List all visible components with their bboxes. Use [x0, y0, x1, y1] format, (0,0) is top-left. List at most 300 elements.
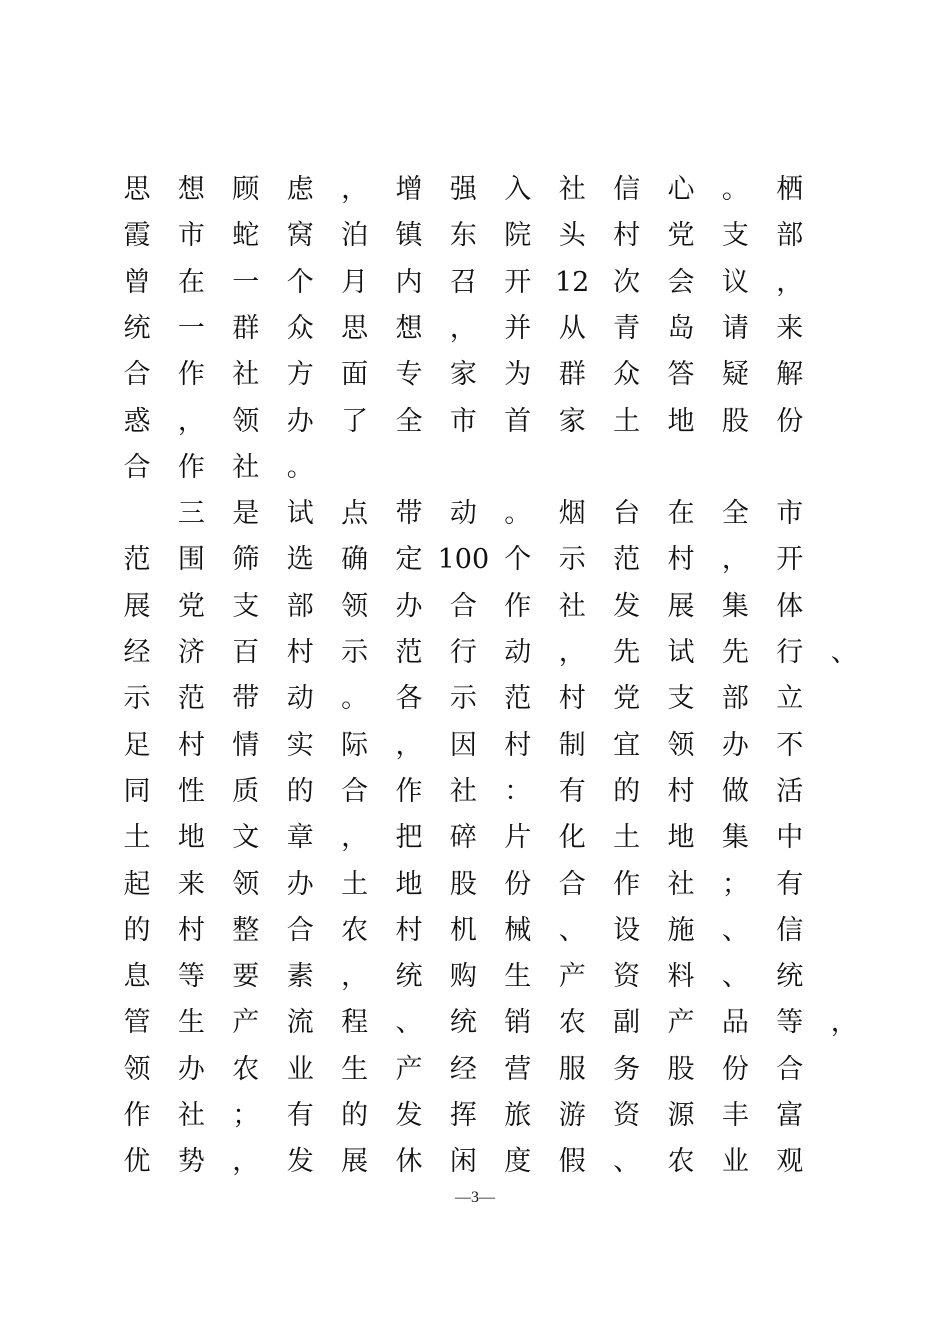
- text-char: 生: [504, 961, 532, 993]
- text-char: 月: [341, 266, 369, 298]
- text-char: ，: [449, 312, 477, 344]
- text-char: 支: [232, 590, 260, 622]
- text-char: 假: [558, 1146, 586, 1178]
- text-char: 家: [449, 359, 477, 391]
- text-char: 文: [232, 822, 260, 854]
- text-char: 领: [341, 590, 369, 622]
- text-line: [0, 448, 950, 488]
- text-char: 作: [395, 775, 423, 807]
- text-char: 来: [177, 868, 205, 900]
- text-char: 办: [395, 590, 423, 622]
- text-char: 产: [558, 961, 586, 993]
- text-char: 度: [504, 1146, 532, 1178]
- text-char: 资: [613, 961, 641, 993]
- text-char: 等: [177, 961, 205, 993]
- text-char: 立: [776, 683, 804, 715]
- text-char: 等: [776, 1007, 804, 1039]
- text-char: ，: [776, 266, 804, 298]
- text-char: 游: [558, 1100, 586, 1131]
- text-line: [0, 911, 950, 951]
- text-char: 源: [667, 1100, 695, 1131]
- text-line: [0, 633, 950, 673]
- text-char: 专: [395, 359, 423, 391]
- text-char: [117, 494, 157, 534]
- text-char: 销: [504, 1007, 532, 1039]
- text-char: 一: [232, 266, 260, 298]
- text-char: 东: [449, 220, 477, 252]
- text-char: 素: [286, 961, 314, 993]
- text-char: 围: [177, 544, 205, 576]
- text-char: 示: [558, 544, 586, 576]
- text-char: 起: [123, 868, 151, 900]
- text-char: 支: [667, 683, 695, 715]
- text-char: ，: [341, 961, 369, 993]
- text-char: 的: [123, 914, 151, 946]
- text-char: 三: [177, 498, 205, 530]
- text-char: 合: [449, 590, 477, 622]
- text-char: 范: [177, 683, 205, 715]
- text-char: 首: [504, 405, 532, 437]
- text-char: 台: [613, 498, 641, 530]
- text-char: 办: [286, 405, 314, 437]
- text-char: 土: [341, 868, 369, 900]
- text-char: 因: [449, 729, 477, 761]
- text-char: 解: [776, 359, 804, 391]
- text-char: 支: [721, 220, 749, 252]
- text-char: 范: [613, 544, 641, 576]
- text-char: 合: [123, 451, 151, 483]
- text-char: 料: [667, 961, 695, 993]
- text-char: 展: [341, 1146, 369, 1178]
- text-char: 化: [558, 822, 586, 854]
- text-char: 有: [558, 775, 586, 807]
- text-char: 领: [123, 1053, 151, 1085]
- text-line: [0, 170, 950, 210]
- text-char: 了: [341, 405, 369, 437]
- text-char: 统: [776, 961, 804, 993]
- text-char: 是: [232, 498, 260, 530]
- text-line: [0, 957, 950, 997]
- text-char: 群: [232, 312, 260, 344]
- text-line: [0, 818, 950, 858]
- text-char: 青: [613, 312, 641, 344]
- text-char: 次: [613, 266, 641, 298]
- text-char: 程: [341, 1007, 369, 1039]
- text-char: 党: [667, 220, 695, 252]
- text-char: 统: [123, 312, 151, 344]
- text-char: 先: [613, 637, 641, 668]
- text-char: ：: [504, 775, 532, 807]
- text-char: 农: [558, 1007, 586, 1039]
- text-char: 会: [667, 266, 695, 298]
- text-char: 头: [558, 220, 586, 252]
- text-char: 党: [613, 683, 641, 715]
- text-char: 村: [395, 914, 423, 946]
- text-char: 村: [667, 544, 695, 576]
- text-char: 经: [123, 637, 151, 668]
- text-char: 产: [667, 1007, 695, 1039]
- text-char: ，: [341, 822, 369, 854]
- text-char: 来: [776, 312, 804, 344]
- text-char: 霞: [123, 220, 151, 252]
- text-char: 丰: [721, 1100, 749, 1131]
- text-char: 份: [504, 868, 532, 900]
- text-char: 的: [286, 775, 314, 807]
- text-char: 定: [395, 544, 423, 576]
- text-char: 村: [558, 683, 586, 715]
- text-char: 各: [395, 683, 423, 715]
- text-char: 在: [667, 498, 695, 530]
- text-char: 社: [232, 451, 260, 483]
- text-char: 、: [558, 914, 586, 946]
- text-char: 虑: [286, 174, 314, 205]
- text-char: 选: [286, 544, 314, 576]
- text-char: 实: [286, 729, 314, 761]
- text-char: 社: [449, 775, 477, 807]
- text-line: [0, 309, 950, 349]
- text-char: 地: [177, 822, 205, 854]
- text-char: 个: [286, 266, 314, 298]
- text-char: 面: [341, 359, 369, 391]
- text-char: 范: [504, 683, 532, 715]
- text-char: 示: [341, 637, 369, 668]
- text-char: 并: [504, 312, 532, 344]
- text-char: 范: [395, 637, 423, 668]
- text-line: [0, 726, 950, 766]
- text-char: 展: [667, 590, 695, 622]
- text-char: 发: [613, 590, 641, 622]
- text-char: 合: [341, 775, 369, 807]
- text-char: 、: [830, 637, 858, 668]
- text-char: 挥: [449, 1100, 477, 1131]
- text-char: 片: [504, 822, 532, 854]
- text-char: 优: [123, 1146, 151, 1178]
- text-char: 想: [395, 312, 423, 344]
- text-char: 家: [558, 405, 586, 437]
- text-char: 作: [504, 590, 532, 622]
- text-char: 群: [558, 359, 586, 391]
- text-char: 股: [449, 868, 477, 900]
- text-line: [0, 263, 950, 303]
- text-char: 集: [721, 822, 749, 854]
- text-char: 管: [123, 1007, 151, 1039]
- text-char: 把: [395, 822, 423, 854]
- text-char: 经: [449, 1053, 477, 1085]
- text-char: 械: [504, 914, 532, 946]
- text-char: 产: [395, 1053, 423, 1085]
- text-char: 地: [667, 405, 695, 437]
- text-char: 产: [232, 1007, 260, 1039]
- text-char: 作: [177, 451, 205, 483]
- text-char: 份: [776, 405, 804, 437]
- text-char: 社: [177, 1100, 205, 1131]
- text-char: 富: [776, 1100, 804, 1131]
- text-char: 势: [177, 1146, 205, 1178]
- text-char: 众: [286, 312, 314, 344]
- text-char: 合: [558, 868, 586, 900]
- text-char: 100: [437, 544, 490, 576]
- text-char: 在: [177, 266, 205, 298]
- text-char: 市: [449, 405, 477, 437]
- text-char: 村: [667, 775, 695, 807]
- text-char: 品: [721, 1007, 749, 1039]
- text-char: 社: [558, 590, 586, 622]
- text-char: 整: [232, 914, 260, 946]
- text-char: 休: [395, 1146, 423, 1178]
- text-char: 村: [613, 220, 641, 252]
- text-char: 质: [232, 775, 260, 807]
- text-char: 机: [449, 914, 477, 946]
- text-char: 带: [232, 683, 260, 715]
- text-char: 动: [449, 498, 477, 530]
- text-char: 泊: [341, 220, 369, 252]
- text-line: [0, 772, 950, 812]
- text-char: 办: [286, 868, 314, 900]
- text-char: 营: [504, 1053, 532, 1085]
- text-char: 镇: [395, 220, 423, 252]
- text-char: ，: [830, 1007, 858, 1039]
- text-char: 范: [123, 544, 151, 576]
- text-char: 做: [721, 775, 749, 807]
- text-char: 烟: [558, 498, 586, 530]
- text-char: 领: [232, 405, 260, 437]
- text-char: 地: [667, 822, 695, 854]
- text-char: 业: [721, 1146, 749, 1178]
- text-char: 曾: [123, 266, 151, 298]
- text-char: 农: [232, 1053, 260, 1085]
- text-char: 济: [177, 637, 205, 668]
- text-char: 务: [613, 1053, 641, 1085]
- text-char: 为: [504, 359, 532, 391]
- text-char: 作: [613, 868, 641, 900]
- text-char: 观: [776, 1146, 804, 1178]
- text-char: 村: [177, 914, 205, 946]
- text-char: 先: [721, 637, 749, 668]
- text-char: 施: [667, 914, 695, 946]
- text-char: 个: [504, 544, 532, 576]
- text-char: 社: [667, 868, 695, 900]
- text-char: 的: [341, 1100, 369, 1131]
- text-char: 岛: [667, 312, 695, 344]
- text-char: 点: [341, 498, 369, 530]
- text-char: 示: [449, 683, 477, 715]
- text-char: 强: [449, 174, 477, 205]
- text-char: 众: [613, 359, 641, 391]
- text-char: ，: [721, 544, 749, 576]
- text-char: 有: [286, 1100, 314, 1131]
- text-char: 购: [449, 961, 477, 993]
- text-char: 市: [776, 498, 804, 530]
- text-char: 。: [504, 498, 532, 530]
- text-char: 市: [177, 220, 205, 252]
- text-line: [0, 1096, 950, 1136]
- text-char: 章: [286, 822, 314, 854]
- text-line: [0, 402, 950, 442]
- text-line: [0, 1050, 950, 1090]
- text-char: 想: [177, 174, 205, 205]
- text-char: 、: [613, 1146, 641, 1178]
- text-char: 开: [504, 266, 532, 298]
- text-char: 旅: [504, 1100, 532, 1131]
- text-char: 顾: [232, 174, 260, 205]
- text-char: 不: [776, 729, 804, 761]
- text-line: [0, 865, 950, 905]
- text-char: 思: [341, 312, 369, 344]
- text-char: 惑: [123, 405, 151, 437]
- text-char: 内: [395, 266, 423, 298]
- text-char: 生: [177, 1007, 205, 1039]
- text-char: 窝: [286, 220, 314, 252]
- text-line: [0, 494, 950, 534]
- text-char: 闲: [449, 1146, 477, 1178]
- text-char: 份: [721, 1053, 749, 1085]
- text-char: 土: [613, 405, 641, 437]
- text-char: 活: [776, 775, 804, 807]
- text-char: 作: [123, 1100, 151, 1131]
- text-char: 的: [613, 775, 641, 807]
- text-char: 股: [667, 1053, 695, 1085]
- text-char: 试: [286, 498, 314, 530]
- text-line: [0, 216, 950, 256]
- text-char: 试: [667, 637, 695, 668]
- text-char: 村: [286, 637, 314, 668]
- text-char: 生: [341, 1053, 369, 1085]
- text-line: [0, 1142, 950, 1182]
- text-char: 体: [776, 590, 804, 622]
- text-char: 入: [504, 174, 532, 205]
- text-char: 院: [504, 220, 532, 252]
- text-line: [0, 1003, 950, 1043]
- text-char: 制: [558, 729, 586, 761]
- text-char: ，: [232, 1146, 260, 1178]
- text-char: 集: [721, 590, 749, 622]
- text-char: 办: [721, 729, 749, 761]
- text-char: 请: [721, 312, 749, 344]
- text-char: 行: [776, 637, 804, 668]
- text-char: 从: [558, 312, 586, 344]
- text-char: ，: [341, 174, 369, 205]
- text-char: 情: [232, 729, 260, 761]
- text-char: 、: [721, 961, 749, 993]
- text-char: 蛇: [232, 220, 260, 252]
- text-char: 足: [123, 729, 151, 761]
- text-char: 。: [341, 683, 369, 715]
- text-char: ，: [177, 405, 205, 437]
- text-char: 资: [613, 1100, 641, 1131]
- text-char: 服: [558, 1053, 586, 1085]
- text-char: 答: [667, 359, 695, 391]
- text-char: 中: [776, 822, 804, 854]
- text-char: 股: [721, 405, 749, 437]
- text-char: 示: [123, 683, 151, 715]
- text-char: 带: [395, 498, 423, 530]
- text-char: 领: [667, 729, 695, 761]
- text-char: ，: [558, 637, 586, 668]
- text-line: [0, 355, 950, 395]
- text-char: 党: [177, 590, 205, 622]
- text-char: 展: [123, 590, 151, 622]
- text-char: 性: [177, 775, 205, 807]
- text-char: ，: [395, 729, 423, 761]
- text-char: 、: [721, 914, 749, 946]
- text-char: 动: [286, 683, 314, 715]
- text-char: 全: [721, 498, 749, 530]
- text-char: 行: [449, 637, 477, 668]
- text-line: [0, 540, 950, 580]
- text-char: 百: [232, 637, 260, 668]
- text-char: 土: [613, 822, 641, 854]
- text-char: 流: [286, 1007, 314, 1039]
- text-char: 合: [776, 1053, 804, 1085]
- text-char: 召: [449, 266, 477, 298]
- text-char: 发: [395, 1100, 423, 1131]
- text-char: 农: [667, 1146, 695, 1178]
- text-char: 部: [776, 220, 804, 252]
- text-char: 方: [286, 359, 314, 391]
- text-char: 议: [721, 266, 749, 298]
- text-char: 、: [395, 1007, 423, 1039]
- text-char: 农: [341, 914, 369, 946]
- text-char: 信: [776, 914, 804, 946]
- text-line: [0, 587, 950, 627]
- text-char: 村: [504, 729, 532, 761]
- text-char: 际: [341, 729, 369, 761]
- text-char: 副: [613, 1007, 641, 1039]
- text-char: 部: [286, 590, 314, 622]
- text-char: 同: [123, 775, 151, 807]
- text-char: 息: [123, 961, 151, 993]
- text-char: 发: [286, 1146, 314, 1178]
- text-char: 一: [177, 312, 205, 344]
- text-char: 部: [721, 683, 749, 715]
- text-char: 。: [286, 451, 314, 483]
- text-char: 碎: [449, 822, 477, 854]
- text-char: 确: [341, 544, 369, 576]
- text-char: 作: [177, 359, 205, 391]
- text-line: [0, 679, 950, 719]
- text-char: 增: [395, 174, 423, 205]
- text-char: 动: [504, 637, 532, 668]
- text-char: 社: [232, 359, 260, 391]
- text-char: ；: [232, 1100, 260, 1131]
- text-char: 筛: [232, 544, 260, 576]
- text-char: 栖: [776, 174, 804, 205]
- text-char: 。: [721, 174, 749, 205]
- text-char: 全: [395, 405, 423, 437]
- text-char: 合: [286, 914, 314, 946]
- text-char: 有: [776, 868, 804, 900]
- text-char: 12: [555, 266, 590, 298]
- text-char: 土: [123, 822, 151, 854]
- text-char: 社: [558, 174, 586, 205]
- text-char: 信: [613, 174, 641, 205]
- text-char: 疑: [721, 359, 749, 391]
- text-char: 心: [667, 174, 695, 205]
- text-char: 统: [395, 961, 423, 993]
- text-char: 统: [449, 1007, 477, 1039]
- text-char: 宜: [613, 729, 641, 761]
- text-char: 办: [177, 1053, 205, 1085]
- text-char: 要: [232, 961, 260, 993]
- text-char: 业: [286, 1053, 314, 1085]
- text-char: 领: [232, 868, 260, 900]
- text-char: 设: [613, 914, 641, 946]
- text-char: ；: [721, 868, 749, 900]
- text-char: 村: [177, 729, 205, 761]
- text-char: 合: [123, 359, 151, 391]
- text-char: 思: [123, 174, 151, 205]
- text-char: 开: [776, 544, 804, 576]
